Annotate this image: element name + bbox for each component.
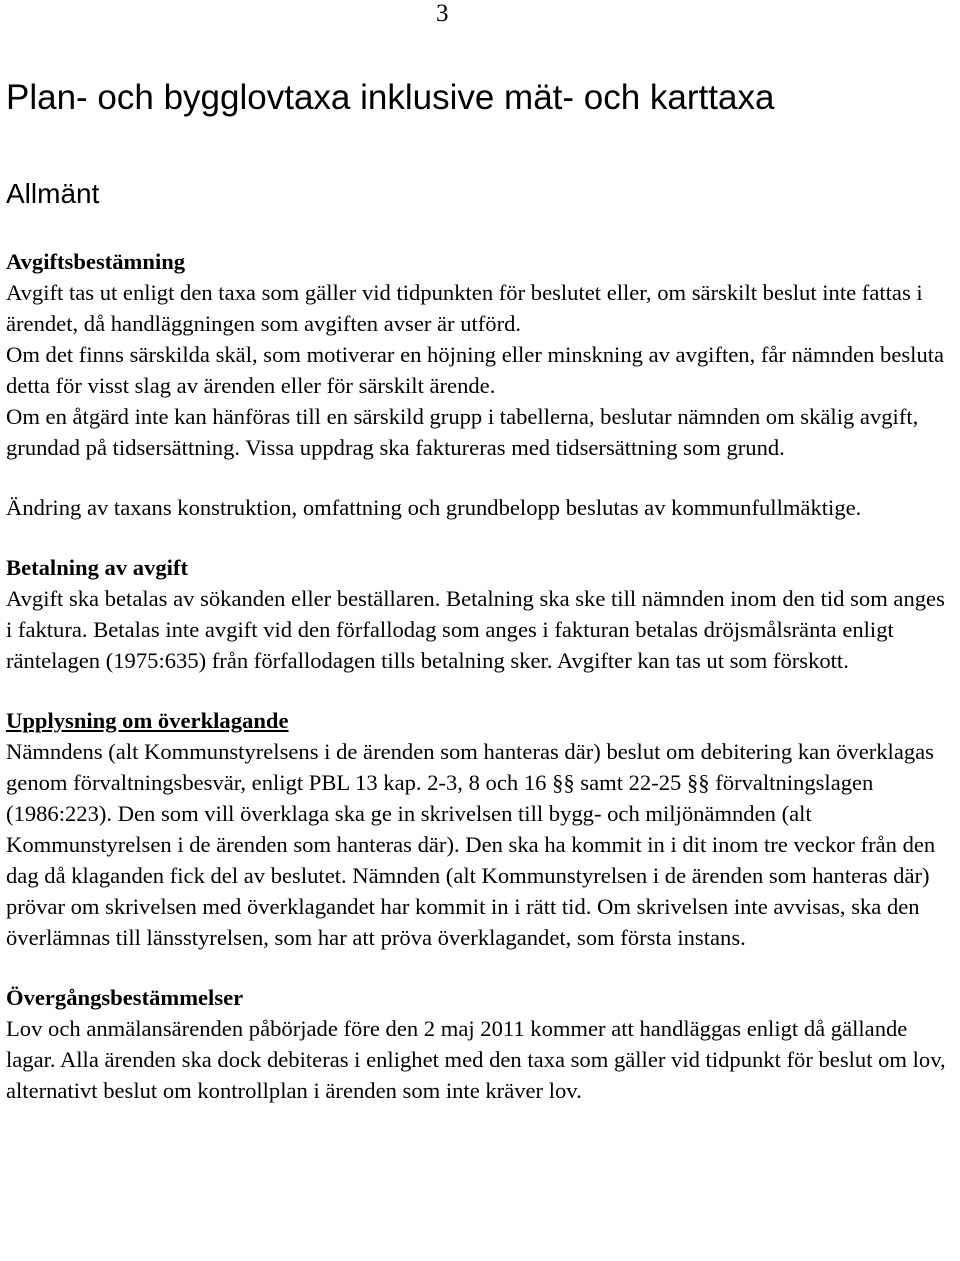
paragraph: Lov och anmälansärenden påbörjade före den 2 maj 2011 kommer att handläggas enligt då gällande lagar. Alla ärenden ska dock debiteras i enlighet med den taxa som gäller vid tidpunkt för beslut om lov, alternativt beslut om kontrollplan i ärenden som inte kräver lov. [6,1016,946,1103]
heading-upplysning-om-overklagande: Upplysning om överklagande [6,708,289,733]
spacer [6,463,956,492]
paragraph: Om det finns särskilda skäl, som motiverar en höjning eller minskning av avgiften, får nämnden besluta detta för visst slag av ärenden eller för särskilt ärende. [6,342,945,398]
paragraph: Avgift tas ut enligt den taxa som gäller vid tidpunkten för beslutet eller, om särskilt beslut inte fattas i ärendet, då handläggningen som avgiften avser är utförd. [6,280,923,336]
page-number: 3 [436,0,449,27]
spacer [6,523,956,552]
heading-avgiftsbestamning: Avgiftsbestämning [6,249,186,274]
document-body [6,246,956,1106]
heading-overgangsbestammelser: Övergångsbestämmelser [6,985,244,1010]
spacer [6,953,956,982]
heading-betalning-av-avgift: Betalning av avgift [6,555,189,580]
paragraph: Om en åtgärd inte kan hänföras till en särskild grupp i tabellerna, beslutar nämnden om skälig avgift, grundad på tidsersättning. Vissa uppdrag ska faktureras med tidsersättning som grund. [6,404,919,460]
spacer [6,676,956,705]
paragraph: Avgift ska betalas av sökanden eller beställaren. Betalning ska ske till nämnden inom den tid som anges i faktura. Betalas inte avgift vid den förfallodag som anges i fakturan betalas dröjsmålsränta enligt räntelagen (1975:635) från förfallodagen tills betalning sker. Avgifter kan tas ut som förskott. [6,586,945,673]
paragraph: Nämndens (alt Kommunstyrelsens i de ärenden som hanteras där) beslut om debitering kan överklagas genom förvaltningsbesvär, enligt PBL 13 kap. 2-3, 8 och 16 §§ samt 22-25 §§ förvaltningslagen (1986:223). Den som vill överklaga ska ge in skrivelsen till bygg- och miljönämnden (alt Kommunstyrelsen i de ärenden som hanteras där). Den ska ha kommit in i dit inom tre veckor från den dag då klaganden fick del av beslutet. Nämnden (alt Kommunstyrelsen i de ärenden som hanteras där) prövar om skrivelsen med överklagandet har kommit in i rätt tid. Om skrivelsen inte avvisas, ska den överlämnas till länsstyrelsen, som har att pröva överklagandet, som första instans. [6,739,936,950]
paragraph: Ändring av taxans konstruktion, omfattning och grundbelopp beslutas av kommunfullmäktige. [6,495,862,520]
section-heading-allmant: Allmänt [6,178,100,209]
document-title: Plan- och bygglovtaxa inklusive mät- och karttaxa [6,78,775,117]
